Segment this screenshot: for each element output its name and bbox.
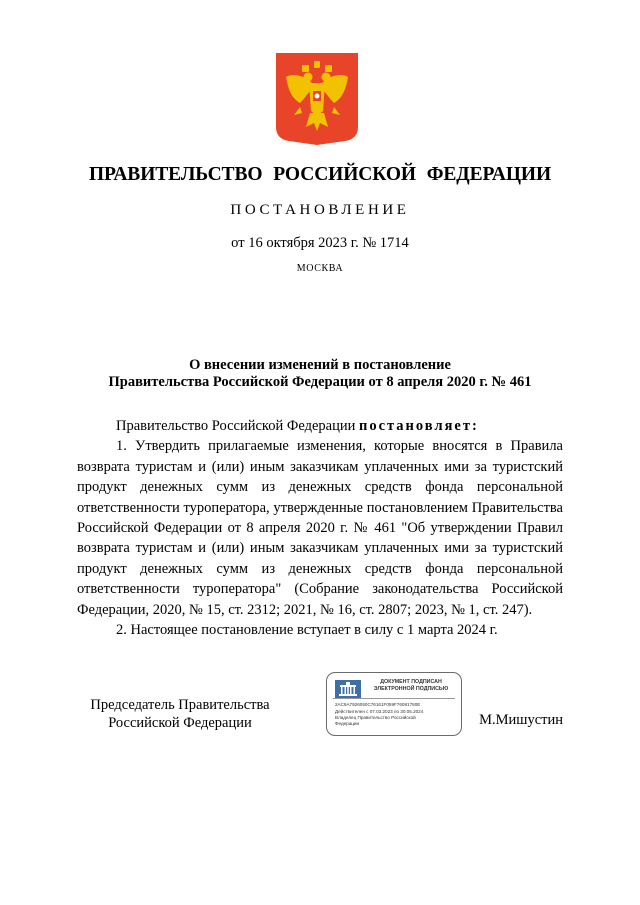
stamp-certificate: 2AC9A7926050C76161F059F76081780E: [335, 702, 421, 707]
stamp-owner-line-2: Федерации: [335, 721, 360, 726]
document-type: ПОСТАНОВЛЕНИЕ: [230, 202, 410, 218]
state-emblem: [276, 53, 358, 145]
position-line-1: Председатель Правительства: [90, 697, 270, 713]
paragraph-item-1: 1. Утвердить прилагаемые изменения, которые вносятся в Правила возврата туристам и (или) иным заказчикам уплаченных ими за туристский продукт денежных сумм из денежных средств фонда персональной ответственности туроператора, утвержденные постановлением Правительства Российской Федерации от 8 апреля 2020 г. № 461 "Об утверждении Правил возврата туристам и (или) иным заказчикам уплаченных ими за туристский продукт денежных сумм из денежных средств фонда персональной ответственности туроператора" (Собрание законодательства Российской Федерации, 2020, № 15, ст. 2312; 2021, № 16, ст. 2807; 2023, № 1, ст. 247).: [77, 438, 563, 618]
subject-line-1: О внесении изменений в постановление: [189, 357, 451, 373]
date-and-number: от 16 октября 2023 г. № 1714: [231, 235, 409, 251]
stamp-owner-line-1: Владелец Правительство Российской: [335, 715, 416, 720]
position-line-2: Российской Федерации: [108, 715, 252, 731]
stamp-title: [363, 679, 459, 693]
decree-body: [77, 416, 563, 640]
document-subject: [0, 357, 640, 391]
stamp-title-line-2: ЭЛЕКТРОННОЙ ПОДПИСЬЮ: [373, 686, 449, 692]
electronic-signature-stamp: [326, 672, 462, 736]
stamp-validity: Действителен с 07.03.2023 по 30.05.2024: [335, 709, 424, 714]
paragraph-item-2: 2. Настоящее постановление вступает в силу с 1 марта 2024 г.: [116, 622, 498, 639]
signatory-position: [76, 696, 284, 732]
subject-line-2: Правительства Российской Федерации от 8 апреля 2020 г. № 461: [108, 374, 532, 390]
government-title: ПРАВИТЕЛЬСТВО РОССИЙСКОЙ ФЕДЕРАЦИИ: [88, 164, 552, 185]
signatory-name: М.Мишустин: [479, 712, 563, 728]
intro-text: Правительство Российской Федерации: [116, 418, 359, 434]
city: МОСКВА: [296, 263, 344, 274]
intro-verb: постановляет:: [358, 418, 479, 434]
stamp-divider: [333, 698, 455, 699]
government-building-icon: [335, 680, 361, 698]
stamp-title-line-1: ДОКУМЕНТ ПОДПИСАН: [380, 679, 442, 685]
intro-paragraph: [77, 416, 563, 436]
